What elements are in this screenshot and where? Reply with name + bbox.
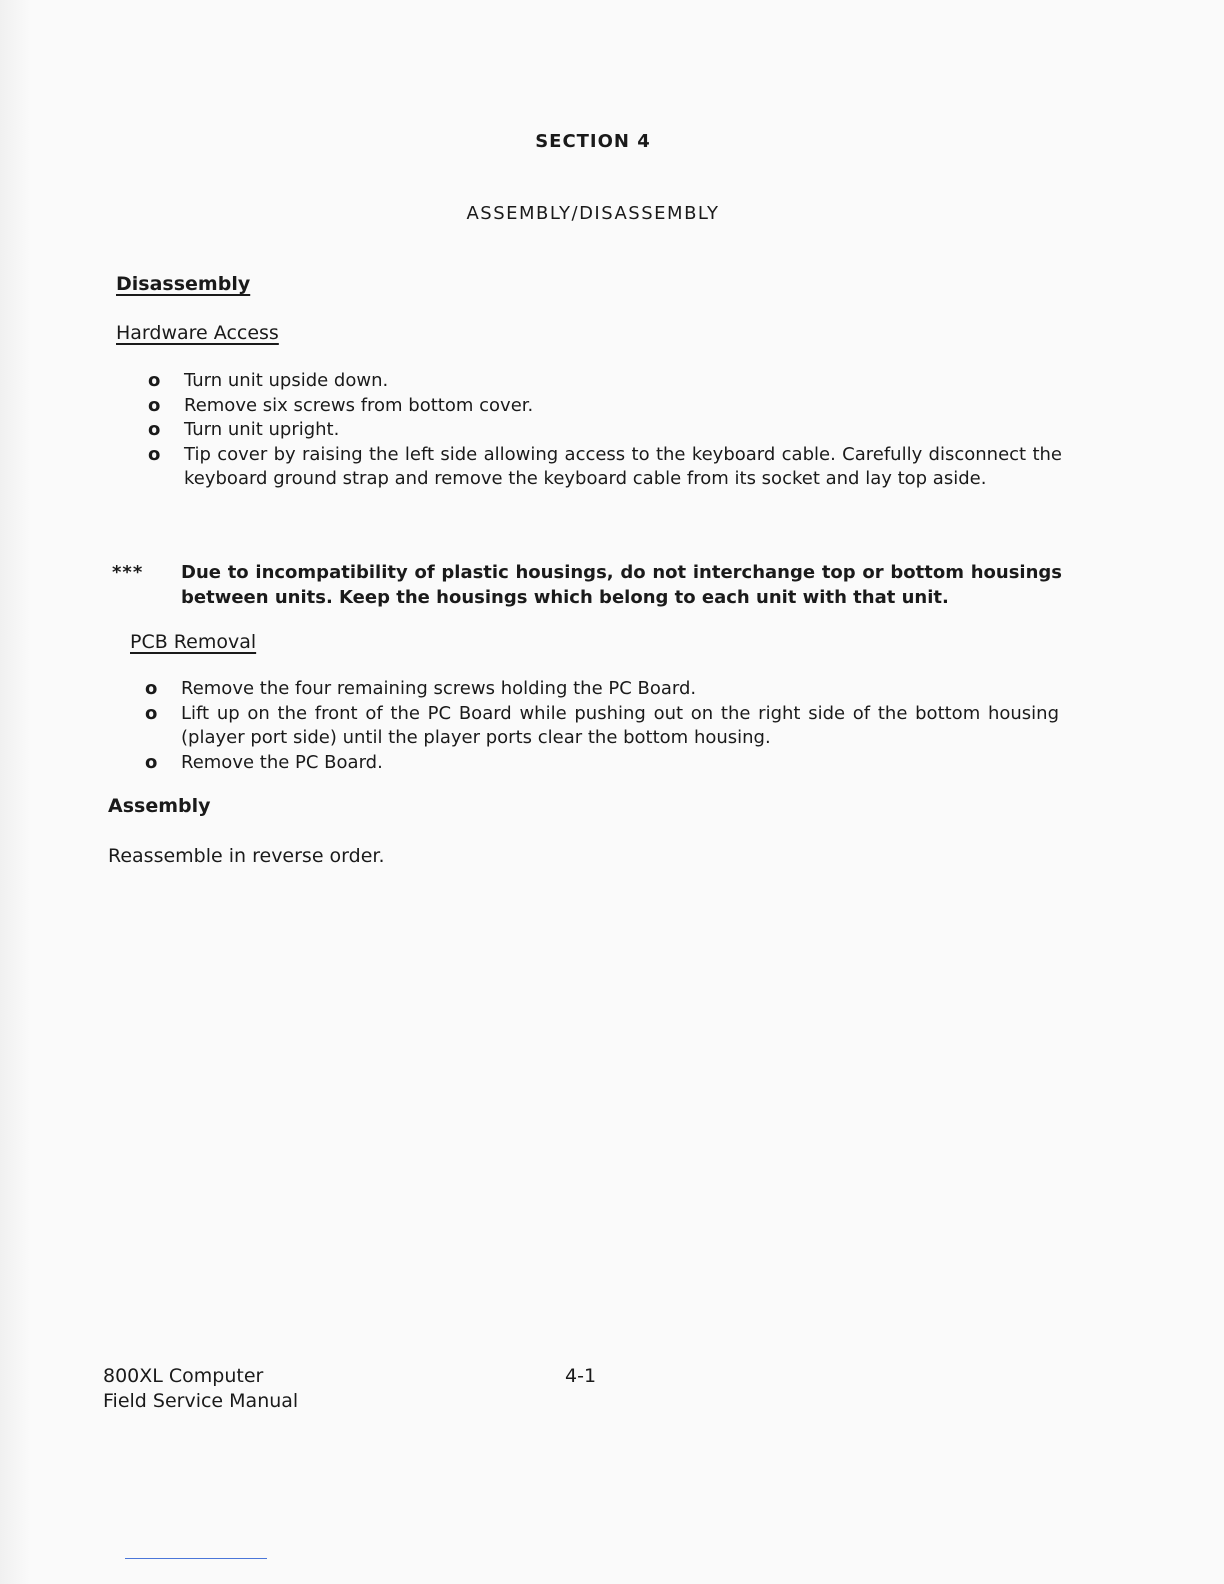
step-text: Lift up on the front of the PC Board while pushing out on the right side of the bottom housing (player port side) until the player ports clear the bottom housing. xyxy=(181,702,1059,748)
footer-title xyxy=(103,1364,298,1414)
scan-edge xyxy=(0,0,30,1584)
caution-note xyxy=(112,561,1062,610)
step-text: Turn unit upside down. xyxy=(184,370,389,391)
section-number: SECTION 4 xyxy=(535,131,651,152)
list-item xyxy=(148,443,1062,492)
note-marker: *** xyxy=(112,562,144,583)
bullet-mark: o xyxy=(148,443,161,465)
footer-line-2: Field Service Manual xyxy=(103,1390,299,1412)
bullet-mark: o xyxy=(145,751,158,773)
list-item xyxy=(145,751,1059,776)
bullet-mark: o xyxy=(145,678,158,699)
assembly-text: Reassemble in reverse order. xyxy=(108,845,385,867)
list-item xyxy=(145,702,1059,751)
footer-link-underline xyxy=(125,1558,267,1559)
bullet-mark: o xyxy=(148,370,161,391)
footer-line-1: 800XL Computer xyxy=(103,1365,264,1387)
assembly-heading: Assembly xyxy=(108,795,211,817)
pcb-removal-heading: PCB Removal xyxy=(130,631,257,653)
disassembly-heading: Disassembly xyxy=(116,273,251,295)
step-text: Remove the PC Board. xyxy=(181,751,383,773)
hardware-access-steps xyxy=(148,369,1062,492)
pcb-removal-steps xyxy=(145,677,1059,775)
list-item xyxy=(148,418,1062,443)
step-text: Tip cover by raising the left side allowing access to the keyboard cable. Carefully disconnect the keyboard ground strap and remove the keyboard cable from its socket and lay top aside. xyxy=(184,443,1062,489)
bullet-mark: o xyxy=(148,394,161,416)
page-number: 4-1 xyxy=(565,1365,597,1387)
note-text: Due to incompatibility of plastic housings, do not interchange top or bottom housings between units. Keep the housings which belong to each unit with that unit. xyxy=(181,562,1062,608)
step-text: Remove the four remaining screws holding the PC Board. xyxy=(181,678,697,699)
bullet-mark: o xyxy=(145,702,158,724)
list-item xyxy=(148,369,1062,394)
step-text: Turn unit upright. xyxy=(184,419,340,440)
bullet-mark: o xyxy=(148,419,161,440)
list-item xyxy=(145,677,1059,702)
page-title: ASSEMBLY/DISASSEMBLY xyxy=(466,203,720,224)
step-text: Remove six screws from bottom cover. xyxy=(184,394,534,416)
list-item xyxy=(148,394,1062,419)
hardware-access-heading: Hardware Access xyxy=(116,322,279,344)
